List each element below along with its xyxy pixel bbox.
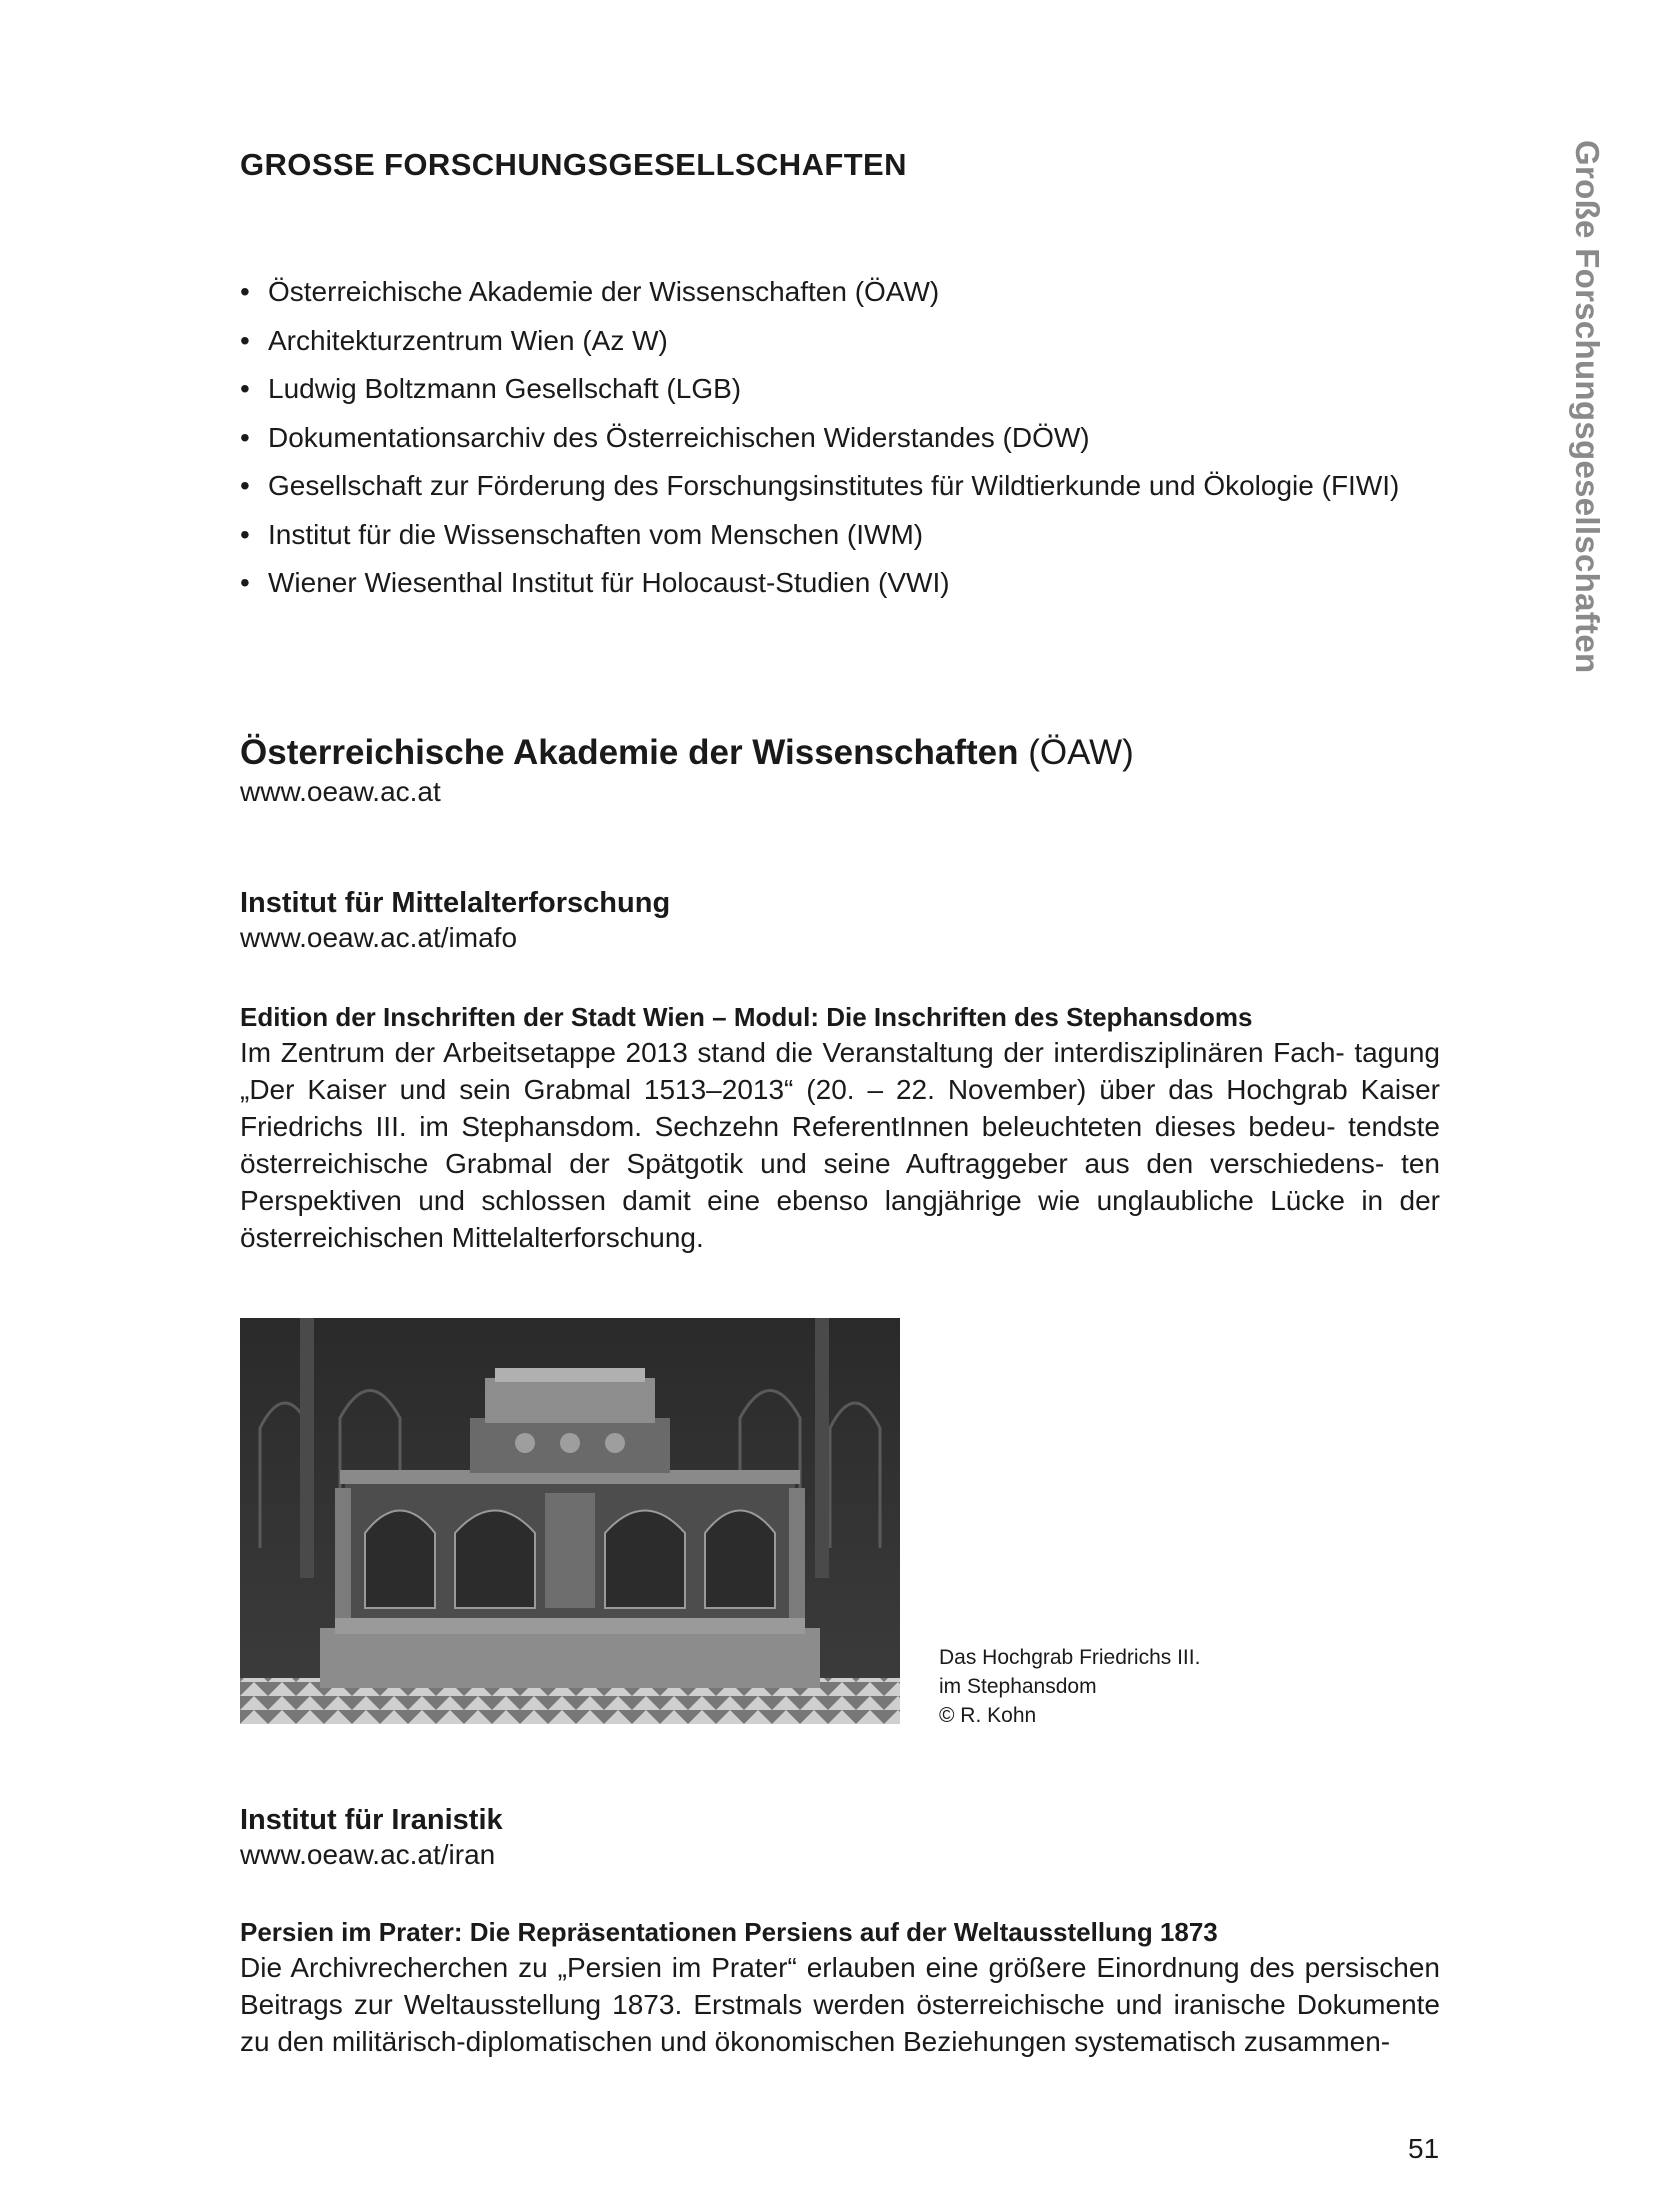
side-section-tab: Große Forschungsgesellschaften [1569, 140, 1606, 674]
list-item [240, 563, 1399, 612]
list-item-text: Ludwig Boltzmann Gesellschaft (LGB) [268, 373, 742, 404]
list-item-text: Wiener Wiesenthal Institut für Holocaust-Studien (VWI) [268, 567, 950, 598]
institute-url: www.oeaw.ac.at/iran [240, 1839, 496, 1870]
organization-header [240, 731, 1134, 809]
organization-abbreviation: (ÖAW) [1028, 733, 1134, 772]
project-section [240, 1000, 1440, 1256]
text-line: Kaiser Friedrichs III. im Stephansdom. Sechzehn ReferentInnen beleuchteten dieses bedeu- [240, 1074, 1440, 1142]
list-item-text: Institut für die Wissenschaften vom Menschen (IWM) [268, 518, 924, 550]
institute-title: Institut für Iranistik [240, 1804, 503, 1836]
organization-url: www.oeaw.ac.at [240, 776, 441, 807]
project-description [240, 1034, 1440, 1256]
page-heading: GROSSE FORSCHUNGSGESELLSCHAFTEN [240, 147, 907, 182]
list-item-text: Dokumentationsarchiv des Österreichischen Widerstandes (DÖW) [268, 421, 1090, 453]
institute-url: www.oeaw.ac.at/imafo [240, 922, 518, 953]
list-item-text: Österreichische Akademie der Wissenschaften (ÖAW) [268, 276, 940, 307]
bullet-icon: • [240, 421, 250, 453]
text-line: Die Archivrecherchen zu „Persien im Prater“ erlauben eine größere Einordnung des persischen [240, 1952, 1440, 1983]
list-item [240, 272, 1399, 321]
project-title: Edition der Inschriften der Stadt Wien – Modul: Die Inschriften des Stephansdoms [240, 1002, 1253, 1032]
organization-name: Österreichische Akademie der Wissenschaften [240, 733, 1019, 772]
text-line: zu den militärisch-diplomatischen und ökonomischen Beziehungen systematisch zusammen- [240, 2026, 1391, 2057]
bullet-icon: • [240, 324, 250, 356]
list-item [240, 369, 1399, 418]
tomb-photo [240, 1318, 900, 1724]
project-title: Persien im Prater: Die Repräsentationen Persiens auf der Weltausstellung 1873 [240, 1917, 1218, 1947]
bullet-icon: • [240, 276, 250, 307]
bullet-icon: • [240, 470, 250, 501]
institute-header [240, 1802, 503, 1872]
bullet-icon: • [240, 567, 250, 598]
text-line: Beitrags zur Weltausstellung 1873. Erstmals werden österreichische und iranische Dokumente [240, 1989, 1440, 2020]
organization-title [240, 731, 1134, 775]
project-description [240, 1949, 1440, 2060]
text-line: ten Perspektiven und schlossen damit eine ebenso langjährige wie unglaubliche Lücke in der [240, 1148, 1441, 1216]
list-item-text: Gesellschaft zur Förderung des Forschungsinstitutes für Wildtierkunde und Ökologie (FIWI) [268, 470, 1400, 501]
text-line: Im Zentrum der Arbeitsetappe 2013 stand die Veranstaltung der interdisziplinären Fach- [240, 1037, 1345, 1068]
text-line: tendste österreichische Grabmal der Spätgotik und seine Auftraggeber aus den verschiedens- [240, 1111, 1441, 1179]
list-item [240, 515, 1399, 564]
photo-caption [939, 1643, 1200, 1730]
societies-list [240, 272, 1399, 612]
list-item [240, 321, 1399, 370]
bullet-icon: • [240, 373, 250, 404]
caption-line: Das Hochgrab Friedrichs III. [939, 1646, 1201, 1669]
caption-line: © R. Kohn [939, 1704, 1037, 1727]
list-item [240, 418, 1399, 467]
list-item-text: Architekturzentrum Wien (Az W) [268, 324, 668, 356]
bullet-icon: • [240, 518, 250, 550]
text-line: österreichischen Mittelalterforschung. [240, 1222, 704, 1253]
project-section [240, 1915, 1440, 2060]
page-number: 51 [1408, 2133, 1440, 2164]
institute-title: Institut für Mittelalterforschung [240, 887, 671, 919]
caption-line: im Stephansdom [939, 1675, 1097, 1698]
list-item [240, 466, 1399, 515]
institute-header [240, 885, 670, 955]
text-line: tagung „Der Kaiser und sein Grabmal 1513–2013“ (20. – 22. November) über das Hochgrab [240, 1037, 1440, 1105]
